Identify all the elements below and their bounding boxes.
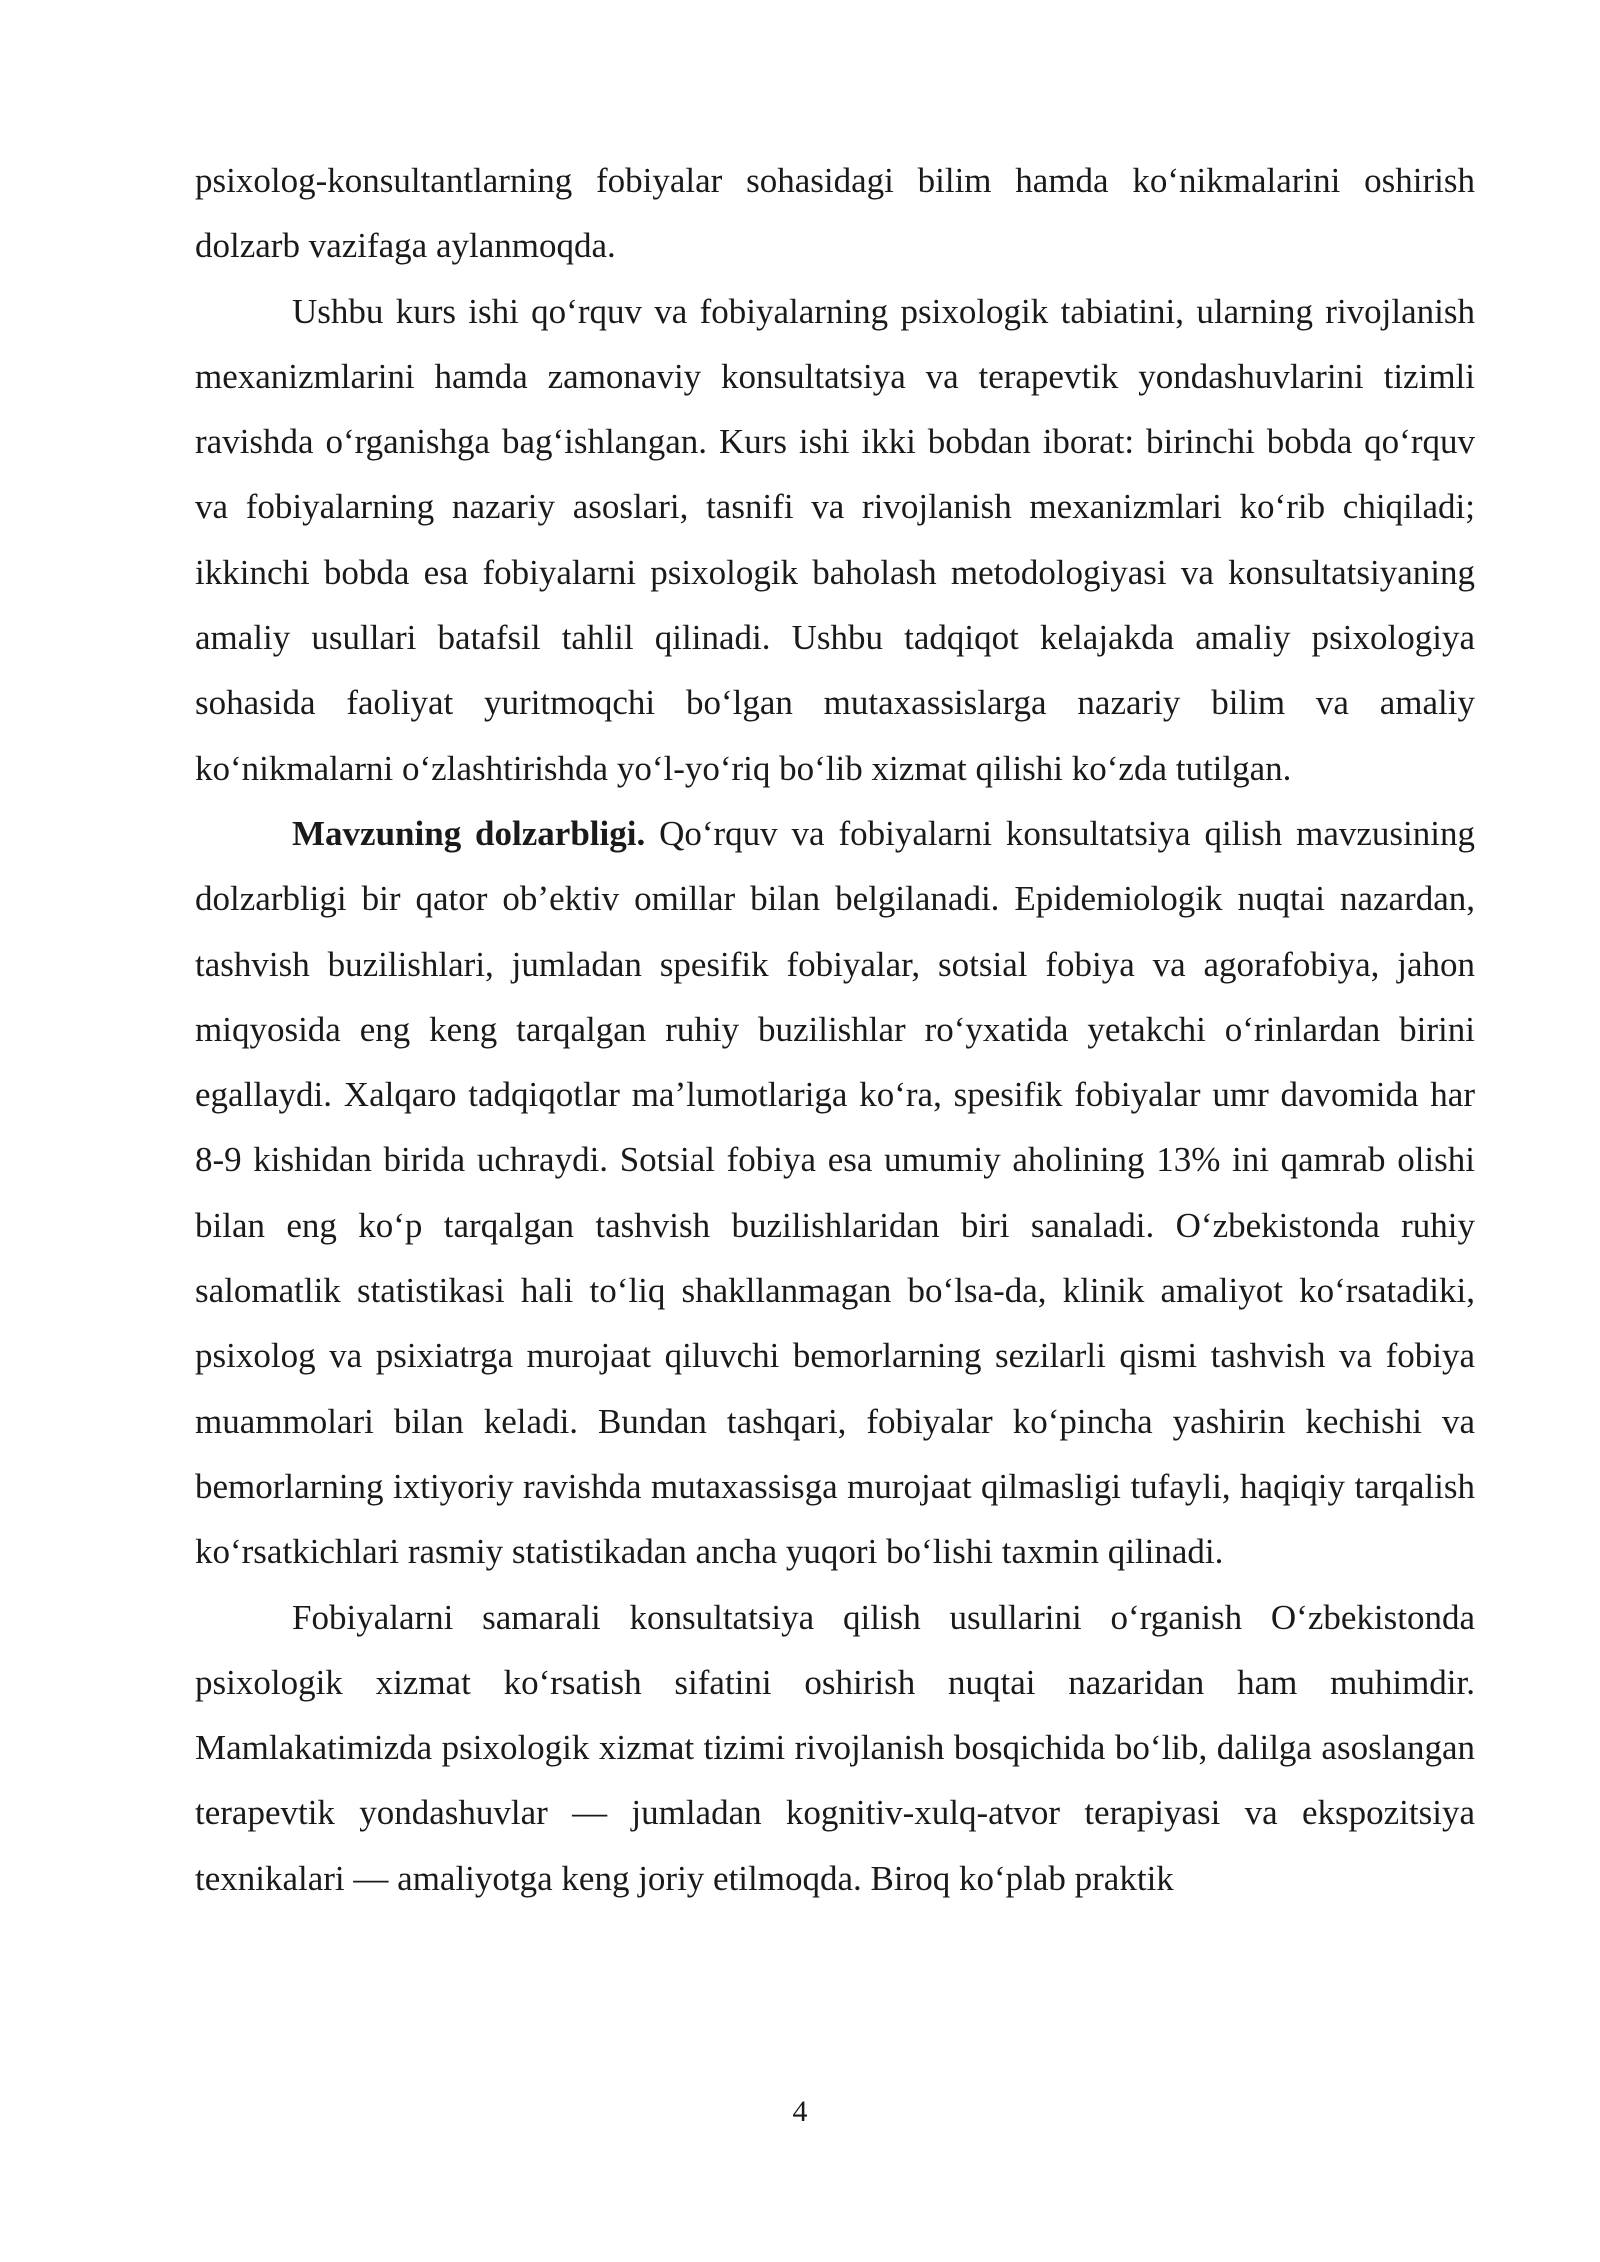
paragraph-course-overview [195,279,1475,801]
paragraph-methods-importance [195,1585,1475,1911]
paragraph-relevance [195,801,1475,1585]
paragraph-text: Fobiyalarni samarali konsultatsiya qilish usullarini oʻrganish Oʻzbekistonda psixologik xizmat koʻrsatish sifatini oshirish nuqtai nazaridan ham muhimdir. Mamlakatimizda psixologik xizmat tizimi rivojlanish bosqichida boʻlib, dalilga asoslangan terapevtik yondashuvlar — jumladan kognitiv-xulq-atvor terapiyasi va ekspozitsiya texnikalari — amaliyotga keng joriy etilmoqda. Biroq koʻplab praktik [195,1597,1475,1898]
paragraph-text: Ushbu kurs ishi qoʻrquv va fobiyalarning psixologik tabiatini, ularning rivojlanish mexanizmlarini hamda zamonaviy konsultatsiya va terapevtik yondashuvlarini tizimli ravishda oʻrganishga bagʻishlangan. Kurs ishi ikki bobdan iborat: birinchi bobda qoʻrquv va fobiyalarning nazariy asoslari, tasnifi va rivojlanish mexanizmlari koʻrib chiqiladi; ikkinchi bobda esa fobiyalarni psixologik baholash metodologiyasi va konsultatsiyaning amaliy usullari batafsil tahlil qilinadi. Ushbu tadqiqot kelajakda amaliy psixologiya sohasida faoliyat yuritmoqchi boʻlgan mutaxassislarga nazariy bilim va amaliy koʻnikmalarni oʻzlashtirishda yoʻl-yoʻriq boʻlib xizmat qilishi koʻzda tutilgan. [195,291,1475,788]
paragraph-text: Qoʻrquv va fobiyalarni konsultatsiya qilish mavzusining dolzarbligi bir qator obʼektiv omillar bilan belgilanadi. Epidemiologik nuqtai nazardan, tashvish buzilishlari, jumladan spesifik fobiyalar, sotsial fobiya va agorafobiya, jahon miqyosida eng keng tarqalgan ruhiy buzilishlar roʻyxatida yetakchi oʻrinlardan birini egallaydi. Xalqaro tadqiqotlar maʼlumotlariga koʻra, spesifik fobiyalar umr davomida har 8-9 kishidan birida uchraydi. Sotsial fobiya esa umumiy aholining 13% ini qamrab olishi bilan eng koʻp tarqalgan tashvish buzilishlaridan biri sanaladi. Oʻzbekistonda ruhiy salomatlik statistikasi hali toʻliq shakllanmagan boʻlsa-da, klinik amaliyot koʻrsatadiki, psixolog va psixiatrga murojaat qiluvchi bemorlarning sezilarli qismi tashvish va fobiya muammolari bilan keladi. Bundan tashqari, fobiyalar koʻpincha yashirin kechishi va bemorlarning ixtiyoriy ravishda mutaxassisga murojaat qilmasligi tufayli, haqiqiy tarqalish koʻrsatkichlari rasmiy statistikadan ancha yuqori boʻlishi taxmin qilinadi. [195,813,1475,1572]
paragraph-continuation [195,148,1475,279]
body-text [195,148,1475,1911]
paragraph-text: psixolog-konsultantlarning fobiyalar sohasidagi bilim hamda koʻnikmalarini oshirish dolzarb vazifaga aylanmoqda. [195,161,1475,266]
page-number: 4 [792,2095,808,2128]
paragraph-lead-heading: Mavzuning dolzarbligi. [292,813,646,853]
